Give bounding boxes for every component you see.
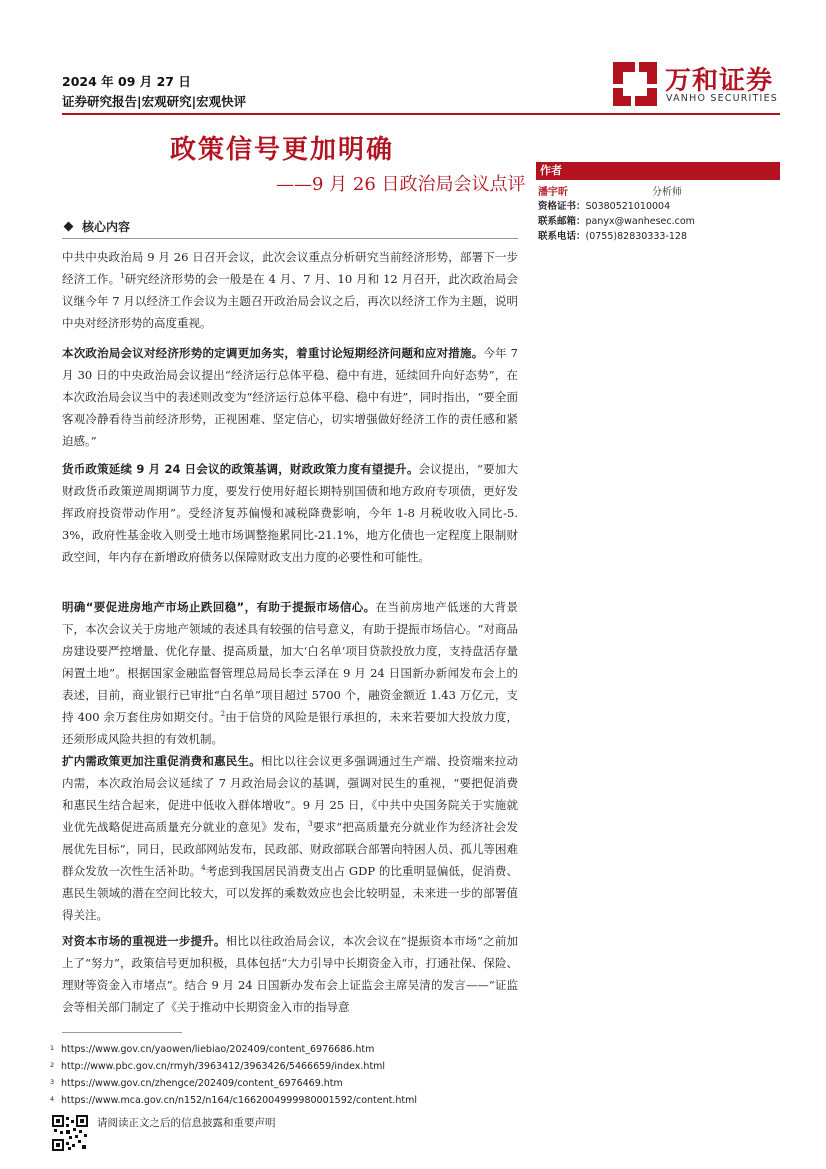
core-heading-text: 核心内容 (82, 220, 131, 234)
paragraph-2 (62, 342, 518, 452)
footnote-ref: 1 (120, 272, 125, 281)
footnote-ref: 4 (201, 864, 206, 873)
paragraph-text: 在当前房地产低迷的大背景下，本次会议关于房地产领域的表述具有较强的信号意义，有助于提振市场信心。“对商品房建设要严控增量、优化存量、提高质量，加大‘白名单’项目贷款投放力度，支持盘活存量闲置土地”。根据国家金融监督管理总局局长李云泽在 9 月 24 日国新办新闻发布会上的表述，目前，商业银行已审批“白名单”项目超过 5700 个，融资金额近 1.43 万亿元，支持 400 余万套住房如期交付。 (62, 600, 518, 724)
disclaimer-text: 请阅读正文之后的信息披露和重要声明 (97, 1117, 276, 1129)
footnote-url[interactable]: http://www.pbc.gov.cn/rmyh/3963412/3963426/5466659/index.html (61, 1061, 386, 1072)
cert-value: S0380521010004 (585, 201, 671, 212)
author-name: 潘宇昕 (538, 187, 568, 198)
footnote-4 (50, 1095, 417, 1106)
footnote-url[interactable]: https://www.mca.gov.cn/n152/n164/c1662004999980001592/content.html (61, 1095, 418, 1106)
header-divider (62, 113, 780, 115)
footnote-number: 3 (50, 1078, 55, 1086)
paragraph-lead: 货币政策延续 9 月 24 日会议的政策基调，财政政策力度有望提升。 (62, 462, 419, 476)
footnote-number: 2 (50, 1061, 55, 1069)
paragraph-4 (62, 596, 518, 750)
diamond-bullet-icon (64, 222, 74, 232)
footnote-number: 4 (50, 1095, 55, 1103)
paragraph-lead: 对资本市场的重视进一步提升。 (62, 934, 226, 948)
paragraph-text: 考虑到我国居民消费支出占 GDP 的比重明显偏低，促消费、惠民生领域的潜在空间比较大，可以发挥的乘数效应也会比较明显，未来进一步的部署值得关注。 (62, 864, 519, 922)
paragraph-text: 中共中央政治局 9 月 26 日召开会议，此次会议重点分析研究当前经济形势，部署下一步经济工作。 (62, 250, 518, 286)
paragraph-text: 由于信贷的风险是银行承担的，未来若要加大投放力度，还须形成风险共担的有效机制。 (62, 710, 518, 746)
footnote-ref: 3 (308, 820, 313, 829)
email-value[interactable]: panyx@wanhesec.com (585, 216, 695, 227)
cert-line (536, 199, 780, 214)
author-role: 分析师 (652, 187, 682, 198)
phone-line (536, 229, 780, 244)
paragraph-lead: 明确“要促进房地产市场止跌回稳”，有助于提振市场信心。 (62, 600, 376, 614)
core-heading-divider (62, 238, 518, 239)
paragraph-3 (62, 458, 518, 568)
paragraph-text: 相比以往会议更多强调通过生产端、投资端来拉动内需，本次政治局会议延续了 7 月政治局会议的基调，强调对民生的重视，“要把促消费和惠民生结合起来，促进中低收入群体增收”。9 月 25 日，《中共中央国务院关于实施就业优先战略促进高质量充分就业的意见》发布， (62, 754, 519, 834)
email-line (536, 214, 780, 229)
footnote-url[interactable]: https://www.gov.cn/zhengce/202409/content_6976469.htm (61, 1078, 343, 1089)
paragraph-1 (62, 246, 518, 334)
footnote-2 (50, 1061, 385, 1072)
report-date: 2024 年 09 月 27 日 (62, 74, 191, 89)
author-sidebar (536, 162, 780, 244)
paragraph-text: 会议提出，“要加大财政货币政策逆周期调节力度，要发行使用好超长期特别国债和地方政府专项债，更好发挥政府投资带动作用”。受经济复苏偏慢和减税降费影响，今年 1-8 月税收收入同比-5.3%，政府性基金收入则受土地市场调整拖累同比-21.1%，地方化债也一定程度上限制财政空间，年内存在新增政府债务以保障财政支出力度的必要性和可能性。 (62, 462, 518, 564)
phone-value: (0755)82830333-128 (585, 231, 688, 242)
vanho-logo-icon (609, 58, 661, 110)
paragraph-6 (62, 930, 518, 1018)
paragraph-text: 相比以往政治局会议，本次会议在“提振资本市场”之前加上了“努力”，政策信号更加积极，具体包括“大力引导中长期资金入市，打通社保、保险、理财等资金入市堵点”。结合 9 月 24 日国新办发布会上证监会主席吴清的发言——“证监会等相关部门制定了《关于推动中长期资金入市的指导意 (62, 934, 519, 1014)
footnote-number: 1 (50, 1044, 55, 1052)
footnote-3 (50, 1078, 343, 1089)
paragraph-text: 研究经济形势的会一般是在 4 月、7 月、10 月和 12 月召开，此次政治局会议继今年 7 月以经济工作会议为主题召开政治局会议之后，再次以经济工作为主题，说明中央对经济形势的高度重视。 (62, 272, 518, 330)
footnote-url[interactable]: https://www.gov.cn/yaowen/liebiao/202409/content_6976686.htm (61, 1044, 375, 1055)
paragraph-lead: 本次政治局会议对经济形势的定调更加务实，着重讨论短期经济问题和应对措施。 (62, 346, 484, 360)
report-category: 证券研究报告|宏观研究|宏观快评 (62, 94, 247, 109)
paragraph-5 (62, 750, 518, 926)
page-subtitle: ——9 月 26 日政治局会议点评 (276, 174, 526, 195)
email-label: 联系邮箱： (538, 216, 586, 227)
author-label: 作者 (536, 162, 780, 180)
phone-label: 联系电话： (538, 231, 586, 242)
paragraph-text: 要求“把高质量充分就业作为经济社会发展优先目标”，同日，民政部网站发布，民政部、财政部联合部署向特困人员、孤儿等困难群众发放一次性生活补助。 (62, 820, 518, 878)
author-row (536, 183, 780, 199)
page-title: 政策信号更加明确 (170, 135, 395, 165)
footnote-divider (62, 1032, 182, 1033)
qr-code-icon (52, 1115, 88, 1151)
brand-logo (605, 58, 785, 110)
logo-english-name: VANHO SECURITIES (666, 93, 778, 104)
paragraph-text: 今年 7 月 30 日的中央政治局会议提出“经济运行总体平稳、稳中有进，延续回升向好态势”，在本次政治局会议当中的表述则改变为“经济运行总体平稳、稳中有进”，同时指出，“要全面客观冷静看待当前经济形势，正视困难、坚定信心，切实增强做好经济工作的责任感和紧迫感。” (62, 346, 518, 448)
logo-chinese-name: 万和证券 (665, 66, 774, 96)
footnote-1 (50, 1044, 374, 1055)
cert-label: 资格证书： (538, 201, 586, 212)
paragraph-lead: 扩内需政策更加注重促消费和惠民生。 (62, 754, 261, 768)
core-content-heading (62, 217, 518, 237)
footnote-ref: 2 (220, 710, 226, 719)
